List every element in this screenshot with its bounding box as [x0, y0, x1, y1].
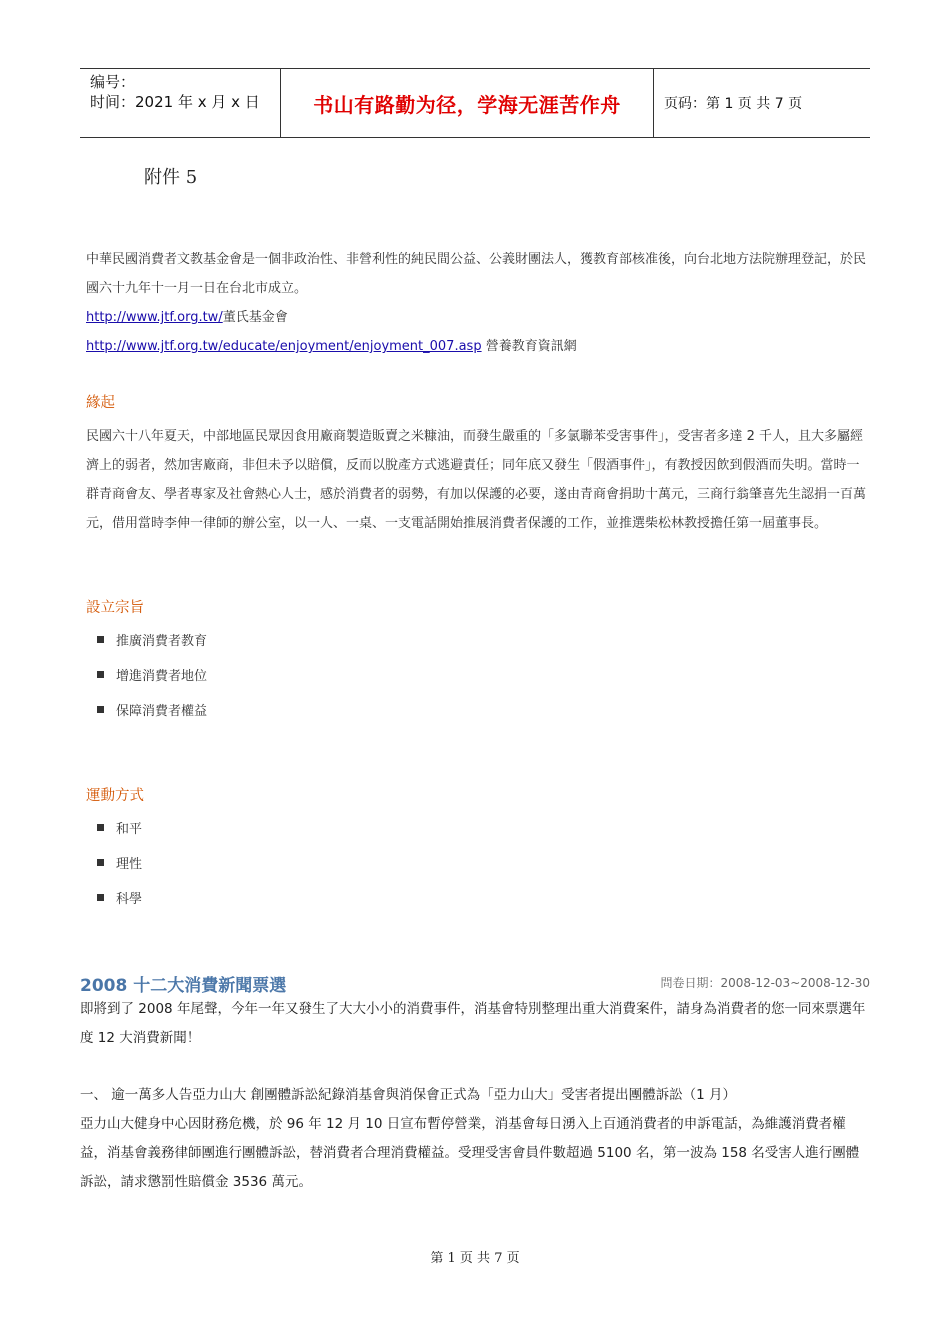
link-line-2	[86, 332, 868, 361]
annex-title: 附件 5	[144, 167, 198, 188]
method-item: 和平	[97, 818, 142, 837]
method-item: 理性	[97, 853, 142, 872]
header-motto-cell	[281, 69, 654, 137]
serial-label: 编号：	[90, 73, 136, 91]
nutrition-link[interactable]: http://www.jtf.org.tw/educate/enjoyment/enjoyment_007.asp	[86, 339, 482, 354]
news-item-1-title: 一、 逾一萬多人告亞力山大 創團體訴訟紀錄消基會與消保會正式為「亞力山大」受害者提出團體訴訟（1 月）	[80, 1087, 736, 1103]
origin-paragraph: 民國六十八年夏天，中部地區民眾因食用廠商製造販賣之米糠油，而發生嚴重的「多氯聯苯受害事件」，受害者多達 2 千人，且大多屬經濟上的弱者，然加害廠商，非但未予以賠償，反而以脫產方式逃避責任；同年底又發生「假酒事件」，有教授因飲到假酒而失明。當時一群青商會友、學者專家及社會熱心人士，感於消費者的弱勢，有加以保護的必要，遂由青商會捐助十萬元，三商行翁肇喜先生認捐一百萬元，借用當時李伸一律師的辦公室，以一人、一桌、一支電話開始推展消費者保護的工作，並推選柴松林教授擔任第一屆董事長。	[86, 429, 867, 531]
page-footer: 第 1 页 共 7 页	[430, 1251, 520, 1266]
origin-heading: 緣起	[86, 395, 115, 411]
bullet-icon	[97, 706, 104, 713]
motto: 书山有路勤为径，学海无涯苦作舟	[313, 92, 621, 117]
header-meta-cell	[80, 69, 281, 137]
date-label: 时间：2021 年 x 月 x 日	[90, 93, 260, 111]
intro-paragraph: 中華民國消費者文教基金會是一個非政治性、非營利性的純民間公益、公義財團法人，獲教育部核准後，向台北地方法院辦理登記，於民國六十九年十一月一日在台北市成立。	[86, 252, 867, 296]
bullet-icon	[97, 636, 104, 643]
news-item-1-text: 亞力山大健身中心因財務危機，於 96 年 12 月 10 日宣布暫停營業，消基會每日湧入上百通消費者的申訴電話，為維護消費者權益，消基會義務律師團進行團體訴訟，替消費者合理消費權益。受理受害會員件數超過 5100 名，第一波為 158 名受害人進行團體訴訟，請求懲罰性賠償金 3536 萬元。	[80, 1116, 860, 1190]
method-item: 科學	[97, 888, 142, 907]
purpose-heading: 設立宗旨	[86, 600, 144, 616]
bullet-icon	[97, 894, 104, 901]
header-page-cell	[654, 69, 870, 137]
method-heading: 運動方式	[86, 788, 144, 804]
bullet-icon	[97, 671, 104, 678]
news-title: 2008 十二大消費新聞票選	[80, 976, 287, 996]
bullet-icon	[97, 824, 104, 831]
page-info: 页码：第 1 页 共 7 页	[664, 96, 803, 112]
survey-date: 問卷日期：2008-12-03~2008-12-30	[660, 976, 870, 990]
document-header	[80, 68, 870, 138]
purpose-item: 增進消費者地位	[97, 665, 207, 684]
news-intro: 即將到了 2008 年尾聲，今年一年又發生了大大小小的消費事件，消基會特別整理出重大消費案件，請身為消費者的您一同來票選年度 12 大消費新聞！	[80, 1001, 866, 1046]
jtf-link-label: 董氏基金會	[222, 310, 288, 325]
jtf-link[interactable]: http://www.jtf.org.tw/	[86, 310, 223, 325]
purpose-item: 保障消費者權益	[97, 700, 207, 719]
nutrition-link-label: 營養教育資訊網	[485, 339, 577, 354]
purpose-item: 推廣消費者教育	[97, 630, 207, 649]
bullet-icon	[97, 859, 104, 866]
link-line-1	[86, 303, 868, 332]
